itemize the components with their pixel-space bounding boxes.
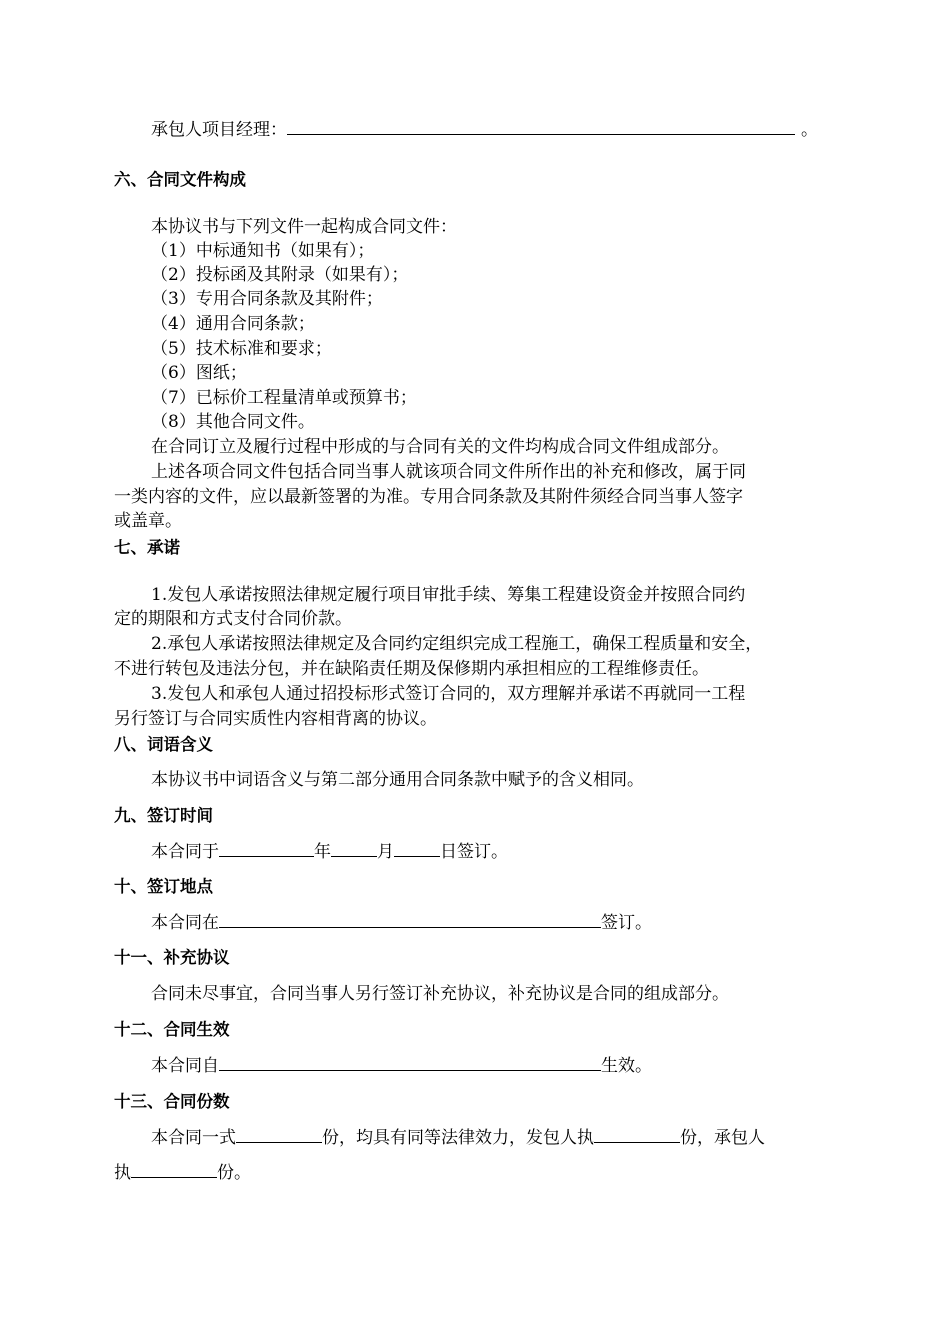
effective-line	[151, 1053, 652, 1078]
commitment-1-line-2: 定的期限和方式支付合同价款。	[114, 609, 352, 629]
list-item: （4）通用合同条款；	[151, 314, 315, 334]
signing-time-line	[151, 839, 508, 864]
section-8-title: 八、词语含义	[114, 735, 213, 754]
list-item: （7）已标价工程量清单或预算书；	[151, 388, 417, 408]
section-6-intro: 本协议书与下列文件一起构成合同文件：	[151, 217, 457, 237]
effective-suffix: 生效。	[601, 1056, 652, 1076]
total-copies-blank[interactable]	[236, 1125, 322, 1143]
effective-prefix: 本合同自	[151, 1056, 219, 1076]
section-11-text: 合同未尽事宜，合同当事人另行签订补充协议，补充协议是合同的组成部分。	[151, 984, 729, 1004]
project-manager-label: 承包人项目经理：	[151, 120, 287, 140]
commitment-2-line-2: 不进行转包及违法分包，并在缺陷责任期及保修期内承担相应的工程维修责任。	[114, 659, 709, 679]
section-6-title: 六、合同文件构成	[114, 170, 246, 189]
section-6-paragraph-2-line-3: 或盖章。	[114, 511, 182, 531]
copies-contractor: 份，承包人	[680, 1128, 765, 1148]
employer-copies-blank[interactable]	[594, 1125, 680, 1143]
commitment-2-line-1: 2.承包人承诺按照法律规定及合同约定组织完成工程施工，确保工程质量和安全，	[151, 634, 763, 654]
month-label: 月	[377, 842, 394, 862]
section-10-title: 十、签订地点	[114, 877, 213, 896]
year-label: 年	[314, 842, 331, 862]
contractor-copies-blank[interactable]	[131, 1160, 217, 1178]
project-manager-line	[151, 117, 818, 142]
day-label: 日签订。	[440, 842, 508, 862]
copies-middle: 份，均具有同等法律效力，发包人执	[322, 1128, 594, 1148]
day-blank[interactable]	[394, 839, 440, 857]
signing-place-prefix: 本合同在	[151, 913, 219, 933]
copies-end: 份。	[217, 1163, 251, 1183]
list-item: （8）其他合同文件。	[151, 412, 315, 432]
section-9-title: 九、签订时间	[114, 806, 213, 825]
section-12-title: 十二、合同生效	[114, 1020, 230, 1039]
signing-place-blank[interactable]	[219, 910, 601, 928]
list-item: （3）专用合同条款及其附件；	[151, 289, 383, 309]
list-item: （6）图纸；	[151, 363, 247, 383]
list-item: （1）中标通知书（如果有）；	[151, 241, 375, 261]
project-manager-end: 。	[801, 120, 818, 140]
section-11-title: 十一、补充协议	[114, 948, 230, 967]
section-8-text: 本协议书中词语含义与第二部分通用合同条款中赋予的含义相同。	[151, 770, 644, 790]
section-13-title: 十三、合同份数	[114, 1092, 230, 1111]
commitment-3-line-1: 3.发包人和承包人通过招投标形式签订合同的，双方理解并承诺不再就同一工程	[151, 684, 746, 704]
signing-time-prefix: 本合同于	[151, 842, 219, 862]
copies-hold: 执	[114, 1163, 131, 1183]
section-6-paragraph-2-line-1: 上述各项合同文件包括合同当事人就该项合同文件所作出的补充和修改，属于同	[151, 462, 746, 482]
copies-prefix: 本合同一式	[151, 1128, 236, 1148]
effective-blank[interactable]	[219, 1053, 601, 1071]
copies-line-1	[151, 1125, 765, 1150]
month-blank[interactable]	[331, 839, 377, 857]
list-item: （5）技术标准和要求；	[151, 339, 332, 359]
section-7-title: 七、承诺	[114, 538, 180, 557]
copies-line-2	[114, 1160, 251, 1185]
year-blank[interactable]	[219, 839, 314, 857]
commitment-1-line-1: 1.发包人承诺按照法律规定履行项目审批手续、筹集工程建设资金并按照合同约	[151, 585, 746, 605]
section-6-paragraph-2-line-2: 一类内容的文件，应以最新签署的为准。专用合同条款及其附件须经合同当事人签字	[114, 487, 743, 507]
signing-place-suffix: 签订。	[601, 913, 652, 933]
list-item: （2）投标函及其附录（如果有）；	[151, 265, 409, 285]
section-6-paragraph-1: 在合同订立及履行过程中形成的与合同有关的文件均构成合同文件组成部分。	[151, 437, 729, 457]
commitment-3-line-2: 另行签订与合同实质性内容相背离的协议。	[114, 709, 437, 729]
signing-place-line	[151, 910, 652, 935]
project-manager-blank[interactable]	[287, 117, 795, 135]
